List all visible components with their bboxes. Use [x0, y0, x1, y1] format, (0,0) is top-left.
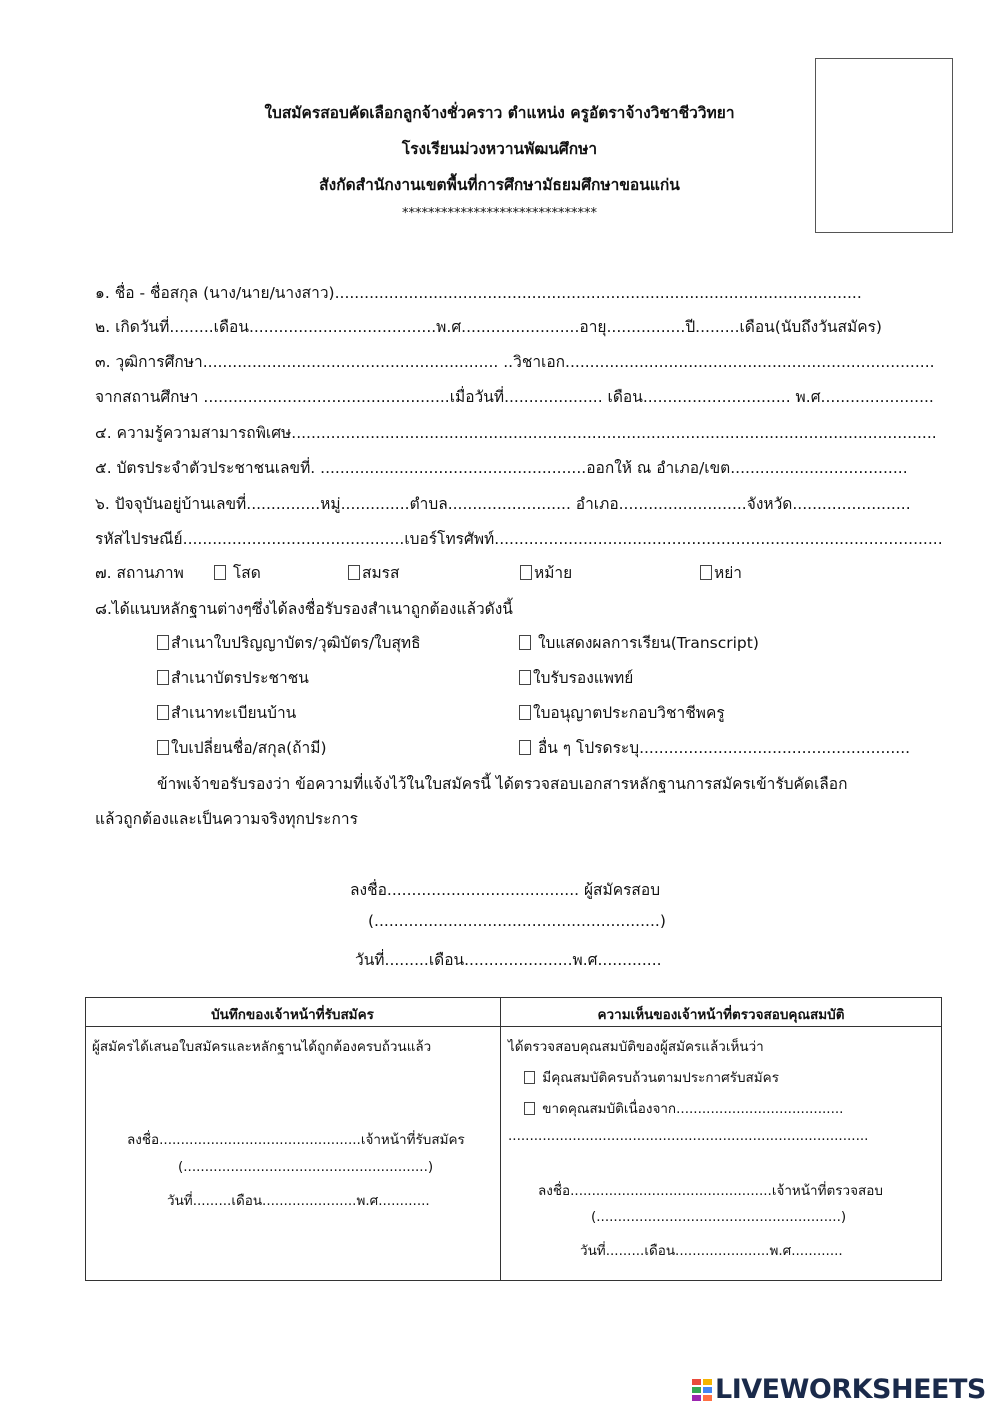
attach-degree[interactable]: สำเนาใบปริญญาบัตร/วุฒิบัตร/ใบสุทธิ	[157, 630, 421, 655]
applicant-signature[interactable]: ลงชื่อ....................................... ผู้สมัครสอบ	[350, 881, 661, 899]
attach-label: ๘.ได้แนบหลักฐานต่างๆซึ่งได้ลงชื่อรับรองสำเนาถูกต้องแล้วดังนี้	[95, 600, 513, 618]
attach-teacher-license[interactable]: ใบอนุญาตประกอบวิชาชีพครู	[519, 700, 725, 725]
checkbox-icon[interactable]	[700, 565, 712, 580]
status-widowed[interactable]: หม้าย	[520, 560, 572, 585]
field-special-skills[interactable]: ๔. ความรู้ความสามารถพิเศษ...................................................................................................................................	[95, 424, 937, 442]
status-married[interactable]: สมรส	[348, 560, 399, 585]
left-header: บันทึกของเจ้าหน้าที่รับสมัคร	[211, 1007, 374, 1023]
right-note: ได้ตรวจสอบคุณสมบัติของผู้สมัครแล้วเห็นว่า	[508, 1039, 764, 1055]
attach-other[interactable]: อื่น ๆ โปรดระบุ.......................................................	[519, 735, 910, 760]
attach-medical[interactable]: ใบรับรองแพทย์	[519, 665, 633, 690]
status-single[interactable]: โสด	[214, 560, 261, 585]
right-reason-dots[interactable]: ....................................................................................	[508, 1128, 869, 1144]
attach-name-change[interactable]: ใบเปลี่ยนชื่อ/สกุล(ถ้ามี)	[157, 735, 327, 760]
attach-id-copy[interactable]: สำเนาบัตรประชาชน	[157, 665, 309, 690]
right-signature[interactable]: ลงชื่อ...............................................เจ้าหน้าที่ตรวจสอบ	[538, 1183, 883, 1199]
table-divider-vertical	[500, 997, 501, 1281]
attach-house-registration[interactable]: สำเนาทะเบียนบ้าน	[157, 700, 296, 725]
checkbox-icon[interactable]	[214, 565, 226, 580]
checkbox-icon[interactable]	[519, 705, 531, 720]
checkbox-icon[interactable]	[519, 635, 531, 650]
checkbox-icon[interactable]	[519, 740, 531, 755]
left-date[interactable]: วันที่.........เดือน......................พ.ศ............	[167, 1193, 430, 1209]
applicant-name[interactable]: (..........................................................)	[368, 912, 666, 930]
checkbox-icon[interactable]	[524, 1102, 535, 1115]
applicant-date[interactable]: วันที่.........เดือน......................พ.ศ.............	[355, 951, 662, 969]
liveworksheets-icon	[692, 1379, 712, 1401]
form-title: ใบสมัครสอบคัดเลือกลูกจ้างชั่วคราว ตำแหน่ง ครูอัตราจ้างวิชาชีววิทยา	[264, 104, 735, 122]
checkbox-icon[interactable]	[519, 670, 531, 685]
status-label: ๗. สถานภาพ	[95, 564, 184, 582]
right-date[interactable]: วันที่.........เดือน......................พ.ศ............	[580, 1243, 843, 1259]
right-option-qualified[interactable]: มีคุณสมบัติครบถ้วนตามประกาศรับสมัคร	[524, 1066, 779, 1088]
checkbox-icon[interactable]	[524, 1071, 535, 1084]
checkbox-icon[interactable]	[157, 635, 169, 650]
certify-text-2: แล้วถูกต้องและเป็นความจริงทุกประการ	[95, 810, 358, 828]
field-institution[interactable]: จากสถานศึกษา ..................................................เมื่อวันที่.................... เดือน.............................. พ.ศ.......................	[95, 388, 934, 406]
right-header: ความเห็นของเจ้าหน้าที่ตรวจสอบคุณสมบัติ	[597, 1007, 845, 1023]
checkbox-icon[interactable]	[157, 705, 169, 720]
liveworksheets-logo: LIVEWORKSHEETS	[692, 1374, 986, 1405]
right-option-unqualified[interactable]: ขาดคุณสมบัติเนื่องจาก.......................................	[524, 1097, 843, 1119]
left-name[interactable]: (.........................................................)	[178, 1159, 434, 1175]
checkbox-icon[interactable]	[520, 565, 532, 580]
office-name: สังกัดสำนักงานเขตพื้นที่การศึกษามัธยมศึกษาขอนแก่น	[319, 176, 680, 194]
field-education[interactable]: ๓. วุฒิการศึกษา............................................................ ..วิชาเอก...........................................................................	[95, 353, 935, 371]
field-id-card[interactable]: ๕. บัตรประจำตัวประชาชนเลขที่. ......................................................ออกให้ ณ อำเภอ/เขต....................................	[95, 459, 908, 477]
stars-divider: ******************************	[402, 206, 597, 221]
checkbox-icon[interactable]	[157, 670, 169, 685]
field-postcode-phone[interactable]: รหัสไปรษณีย์.............................................เบอร์โทรศัพท์...........................................................................................	[95, 530, 943, 548]
school-name: โรงเรียนม่วงหวานพัฒนศึกษา	[401, 140, 598, 158]
attach-transcript[interactable]: ใบแสดงผลการเรียน(Transcript)	[519, 630, 759, 655]
field-birthdate-age[interactable]: ๒. เกิดวันที่.........เดือน......................................พ.ศ........................อายุ................ปี.........เดือน(นับถึงวันสมัคร)	[95, 318, 882, 336]
status-divorced[interactable]: หย่า	[700, 560, 742, 585]
certify-text-1: ข้าพเจ้าขอรับรองว่า ข้อความที่แจ้งไว้ในใบสมัครนี้ ได้ตรวจสอบเอกสารหลักฐานการสมัครเข้ารับคัดเลือก	[157, 775, 848, 793]
checkbox-icon[interactable]	[157, 740, 169, 755]
field-address[interactable]: ๖. ปัจจุบันอยู่บ้านเลขที่...............หมู่..............ตำบล......................... อำเภอ..........................จังหวัด........................	[95, 495, 911, 513]
left-signature[interactable]: ลงชื่อ...............................................เจ้าหน้าที่รับสมัคร	[127, 1132, 465, 1148]
table-divider-horizontal	[85, 1026, 942, 1027]
checkbox-icon[interactable]	[348, 565, 360, 580]
field-fullname[interactable]: ๑. ชื่อ - ชื่อสกุล (นาง/นาย/นางสาว)...........................................................................................................	[95, 284, 862, 302]
right-name[interactable]: (.........................................................)	[591, 1209, 847, 1225]
left-note: ผู้สมัครได้เสนอใบสมัครและหลักฐานได้ถูกต้องครบถ้วนแล้ว	[92, 1039, 432, 1055]
